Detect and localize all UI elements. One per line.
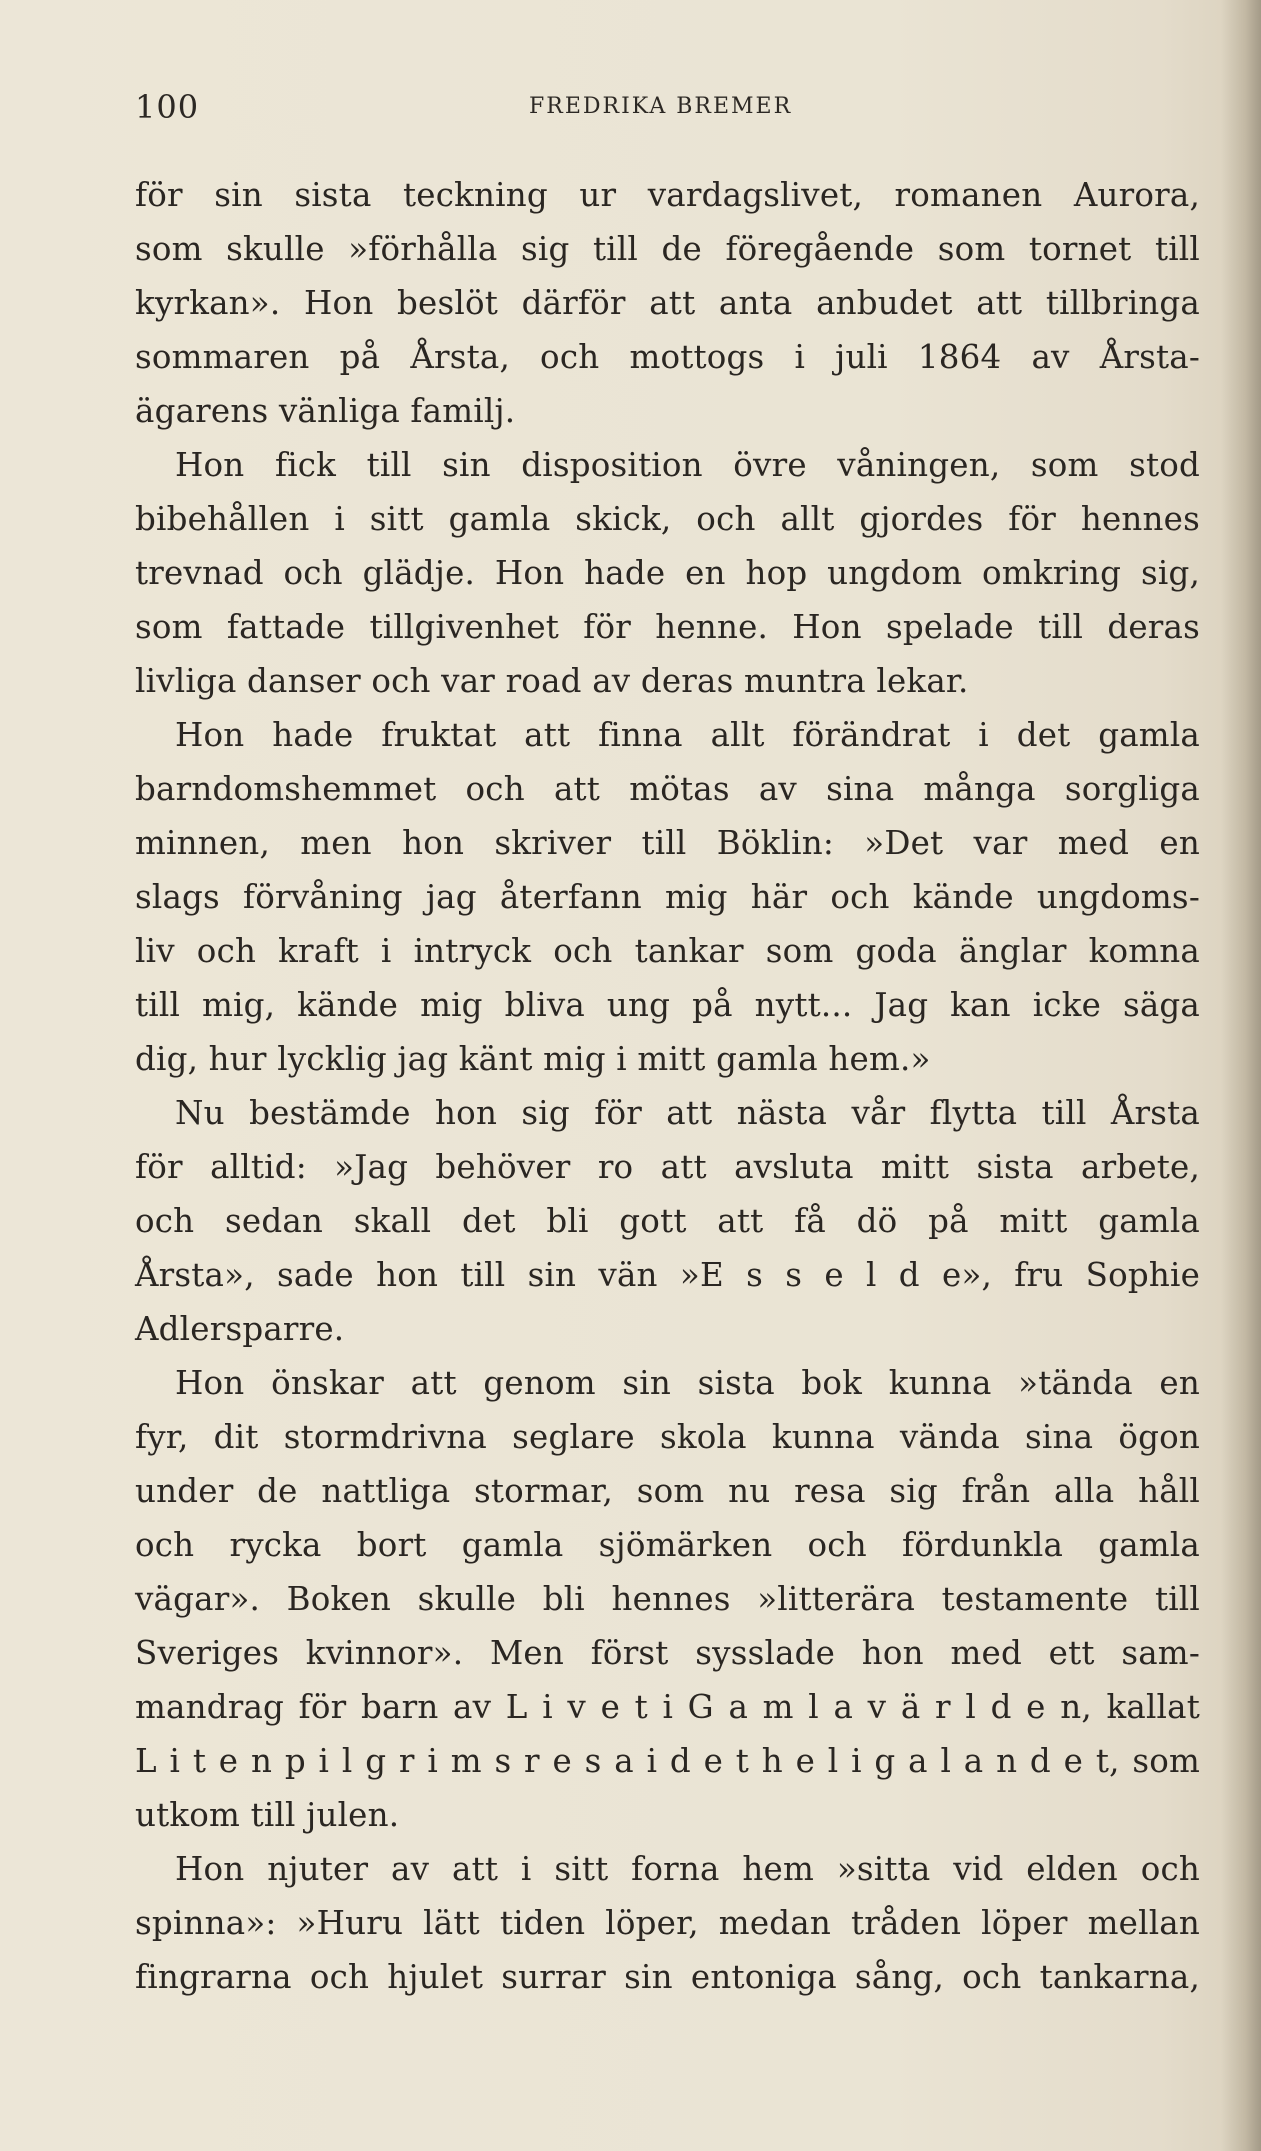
text-line: Hon hade fruktat att finna allt förändrat i det gamla	[175, 716, 1200, 754]
text-line: och rycka bort gamla sjömärken och fördunkla gamla	[135, 1526, 1200, 1564]
text-line: ägarens vänliga familj.	[135, 392, 516, 430]
text-line: barndomshemmet och att mötas av sina många sorgliga	[135, 770, 1200, 808]
text-line: under de nattliga stormar, som nu resa sig från alla håll	[135, 1472, 1200, 1510]
text-line: liv och kraft i intryck och tankar som goda änglar komna	[135, 932, 1200, 970]
page-number: 100	[135, 88, 200, 126]
text-line: Hon önskar att genom sin sista bok kunna »tända en	[175, 1364, 1200, 1402]
text-line: Sveriges kvinnor». Men först sysslade hon med ett sam-	[135, 1634, 1200, 1672]
text-line: dig, hur lycklig jag känt mig i mitt gamla hem.»	[135, 1040, 931, 1078]
text-line: bibehållen i sitt gamla skick, och allt gjordes för hennes	[135, 500, 1200, 538]
text-line: till mig, kände mig bliva ung på nytt... Jag kan icke säga	[135, 986, 1200, 1024]
text-line: Nu bestämde hon sig för att nästa vår flytta till Årsta	[175, 1094, 1200, 1132]
text-line: Adlersparre.	[135, 1310, 345, 1348]
text-line: fingrarna och hjulet surrar sin entoniga sång, och tankarna,	[135, 1958, 1200, 1996]
text-line: för alltid: »Jag behöver ro att avsluta mitt sista arbete,	[135, 1148, 1200, 1186]
text-line: fyr, dit stormdrivna seglare skola kunna vända sina ögon	[135, 1418, 1200, 1456]
text-line: minnen, men hon skriver till Böklin: »Det var med en	[135, 824, 1200, 862]
text-line: kyrkan». Hon beslöt därför att anta anbudet att tillbringa	[135, 284, 1200, 322]
text-line: för sin sista teckning ur vardagslivet, romanen Aurora,	[135, 176, 1200, 214]
text-line: spinna»: »Huru lätt tiden löper, medan tråden löper mellan	[135, 1904, 1200, 1942]
running-head: FREDRIKA BREMER	[529, 94, 793, 119]
body-text	[135, 168, 1200, 2004]
text-line: och sedan skall det bli gott att få dö på mitt gamla	[135, 1202, 1200, 1240]
text-line: vägar». Boken skulle bli hennes »litterära testamente till	[135, 1580, 1200, 1618]
page-edge-shadow	[1221, 0, 1261, 2151]
text-line: sommaren på Årsta, och mottogs i juli 1864 av Årsta-	[135, 338, 1200, 376]
page-header	[135, 88, 1200, 128]
text-line: utkom till julen.	[135, 1796, 400, 1834]
text-line: trevnad och glädje. Hon hade en hop ungdom omkring sig,	[135, 554, 1200, 592]
text-line: slags förvåning jag återfann mig här och kände ungdoms-	[135, 878, 1200, 916]
text-line: mandrag för barn av L i v e t i G a m l a v ä r l d e n, kallat	[135, 1688, 1200, 1726]
text-line: Hon fick till sin disposition övre våningen, som stod	[175, 446, 1200, 484]
text-line: livliga danser och var road av deras muntra lekar.	[135, 662, 969, 700]
text-line: Årsta», sade hon till sin vän »E s s e l d e», fru Sophie	[135, 1256, 1200, 1294]
text-line: som skulle »förhålla sig till de föregående som tornet till	[135, 230, 1200, 268]
text-line: L i t e n p i l g r i m s r e s a i d e t h e l i g a l a n d e t, som	[135, 1742, 1200, 1780]
text-line: som fattade tillgivenhet för henne. Hon spelade till deras	[135, 608, 1200, 646]
text-line: Hon njuter av att i sitt forna hem »sitta vid elden och	[175, 1850, 1200, 1888]
